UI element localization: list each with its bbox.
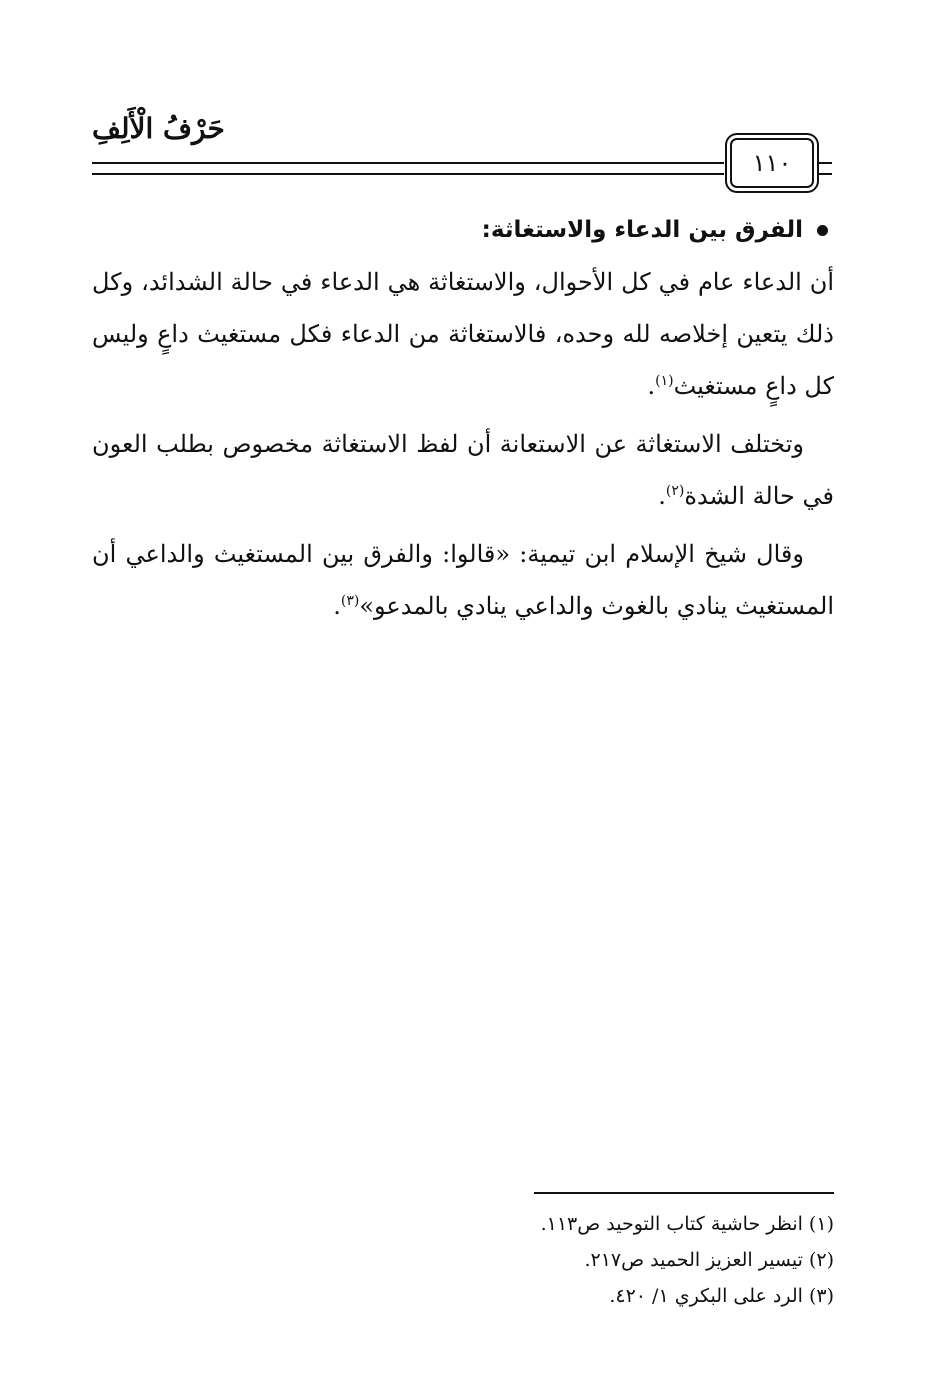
main-text bbox=[92, 210, 834, 638]
paragraph-end: . bbox=[333, 592, 341, 620]
paragraph-text: وتختلف الاستغاثة عن الاستعانة أن لفظ الاستغاثة مخصوص بطلب العون في حالة الشدة bbox=[92, 430, 834, 510]
page-number: ١١٠ bbox=[730, 138, 814, 188]
footnote-ref[interactable]: (٢) bbox=[665, 483, 685, 499]
header-double-rule-end bbox=[818, 162, 832, 175]
footnotes bbox=[300, 1206, 834, 1314]
header-double-rule bbox=[92, 162, 724, 175]
section-heading-text: الفرق بين الدعاء والاستغاثة: bbox=[481, 217, 803, 243]
running-title: حَرْفُ الْأَلِفِ bbox=[92, 112, 225, 145]
bullet-icon bbox=[817, 225, 828, 236]
paragraph bbox=[92, 528, 834, 632]
footnote: (٣) الرد على البكري ١/ ٤٢٠. bbox=[609, 1285, 834, 1307]
paragraph-end: . bbox=[647, 372, 656, 400]
paragraph bbox=[92, 256, 834, 412]
paragraph-end: . bbox=[658, 482, 666, 510]
footnote-ref[interactable]: (٣) bbox=[340, 593, 360, 609]
paragraph-text: وقال شيخ الإسلام ابن تيمية: «قالوا: والفرق بين المستغيث والداعي أن المستغيث ينادي بالغوث والداعي ينادي بالمدعو» bbox=[92, 540, 834, 620]
footnote: (١) انظر حاشية كتاب التوحيد ص١١٣. bbox=[540, 1213, 834, 1235]
paragraph-text: أن الدعاء عام في كل الأحوال، والاستغاثة هي الدعاء في حالة الشدائد، وكل ذلك يتعين إخلاصه لله وحده، فالاستغاثة من الدعاء فكل مستغيث داعٍ وليس كل داعٍ مستغيث bbox=[92, 268, 834, 400]
footnote-ref[interactable]: (١) bbox=[655, 373, 674, 389]
paragraph bbox=[92, 418, 834, 522]
footnote: (٢) تيسير العزيز الحميد ص٢١٧. bbox=[584, 1249, 834, 1271]
section-heading bbox=[92, 210, 834, 250]
footnote-separator bbox=[534, 1192, 834, 1194]
